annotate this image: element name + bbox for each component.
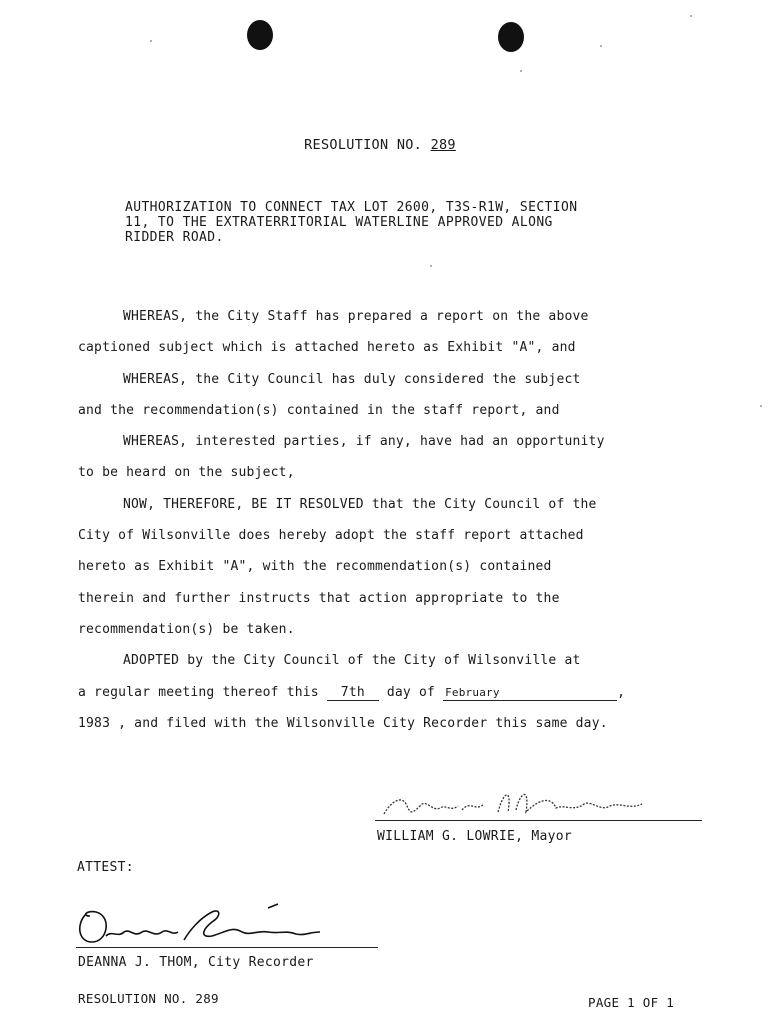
body-line: therein and further instructs that action appropriate to the — [78, 590, 560, 606]
mayor-name: WILLIAM G. LOWRIE, Mayor — [377, 829, 573, 844]
caption-block — [125, 200, 645, 245]
adopted-date-line — [78, 682, 678, 713]
adopted-month-field: February — [443, 686, 617, 701]
body-line: 1983 , and filed with the Wilsonville City Recorder this same day. — [78, 715, 608, 731]
body-line: recommendation(s) be taken. — [78, 621, 295, 637]
recorder-name: DEANNA J. THOM, City Recorder — [78, 955, 314, 970]
body-line: and the recommendation(s) contained in the staff report, and — [78, 402, 560, 418]
adopted-text: a regular meeting thereof this — [78, 684, 319, 700]
attest-label: ATTEST: — [77, 860, 134, 875]
mayor-signature-line — [375, 820, 702, 821]
body-line: captioned subject which is attached hereto as Exhibit "A", and — [78, 340, 576, 356]
body-line: ADOPTED by the City Council of the City of Wilsonville at — [123, 653, 581, 669]
title-prefix: RESOLUTION NO. — [304, 137, 423, 153]
recorder-signature-line — [76, 947, 378, 948]
body-line: WHEREAS, the City Staff has prepared a report on the above — [123, 309, 589, 324]
resolution-body — [78, 306, 678, 744]
body-line: to be heard on the subject, — [78, 465, 295, 481]
footer-resolution-number: RESOLUTION NO. 289 — [78, 991, 219, 1006]
body-line: WHEREAS, interested parties, if any, have had an opportunity — [123, 434, 605, 450]
adopted-text: , — [617, 684, 626, 700]
body-line: City of Wilsonville does hereby adopt the staff report attached — [78, 528, 584, 544]
caption-line: RIDDER ROAD. — [125, 230, 224, 245]
punch-hole-right — [498, 22, 524, 52]
footer-page-number: PAGE 1 OF 1 — [588, 995, 675, 1010]
mayor-signature — [380, 782, 650, 822]
body-line: WHEREAS, the City Council has duly considered the subject — [123, 371, 581, 387]
body-line: NOW, THEREFORE, BE IT RESOLVED that the City Council of the — [123, 496, 597, 512]
body-line: hereto as Exhibit "A", with the recommendation(s) contained — [78, 559, 552, 575]
page-title — [0, 137, 760, 153]
caption-line: AUTHORIZATION TO CONNECT TAX LOT 2600, T3S-R1W, SECTION — [125, 200, 578, 215]
adopted-day-field: 7th — [327, 686, 379, 701]
recorder-signature — [72, 902, 342, 950]
punch-hole-left — [247, 20, 273, 50]
caption-line: 11, TO THE EXTRATERRITORIAL WATERLINE APPROVED ALONG — [125, 215, 553, 230]
adopted-text: day of — [386, 684, 436, 700]
resolution-number: 289 — [430, 137, 456, 153]
